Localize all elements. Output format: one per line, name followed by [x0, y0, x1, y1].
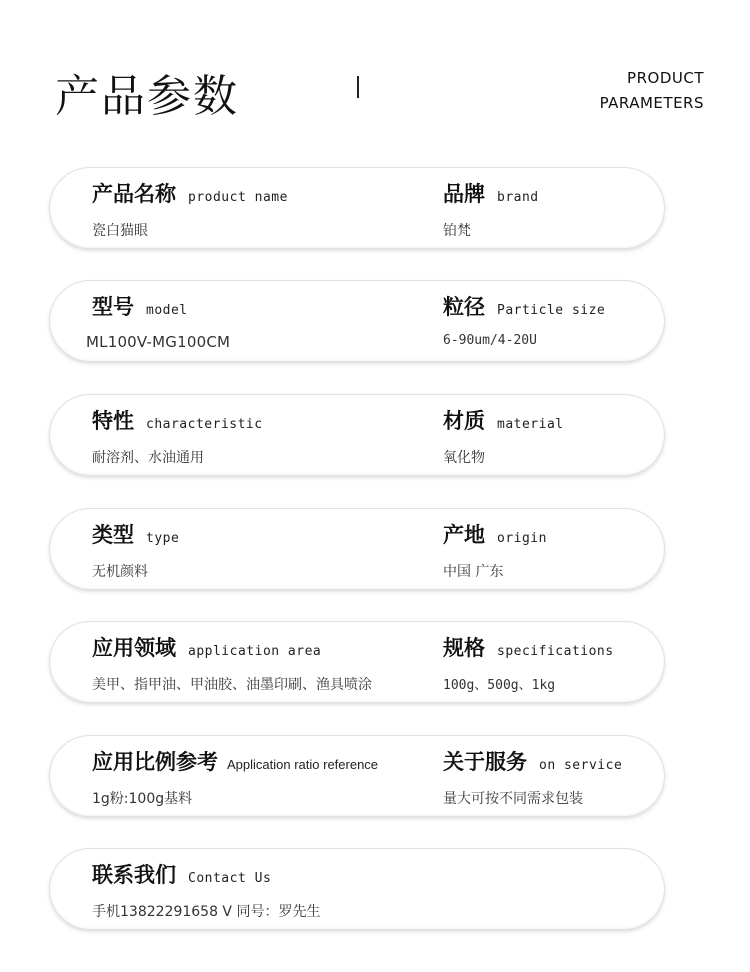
param-value: 美甲、指甲油、甲油胶、油墨印刷、渔具喷涂 — [92, 677, 372, 693]
param-label-cn: 关于服务 — [443, 750, 527, 774]
param-value: 氧化物 — [443, 450, 485, 466]
param-label-cn: 产地 — [443, 523, 485, 547]
param-value: 6-90um/4-20U — [443, 333, 537, 348]
param-card-application-specifications — [50, 622, 664, 702]
param-material — [443, 395, 658, 475]
param-product-name — [92, 168, 412, 248]
header-divider — [357, 76, 359, 98]
param-value: 100g、500g、1kg — [443, 678, 556, 693]
param-card-ratio-service — [50, 736, 664, 816]
param-label-cn: 产品名称 — [92, 182, 176, 206]
param-value: 1g粉:100g基料 — [92, 791, 193, 807]
param-label-en: application area — [188, 644, 322, 659]
param-label-cn: 规格 — [443, 636, 485, 660]
param-label-en: Particle size — [497, 303, 606, 318]
param-label-en: Contact Us — [188, 871, 272, 886]
param-label-cn: 联系我们 — [92, 863, 176, 887]
param-card-model-size — [50, 281, 664, 361]
param-value: 无机颜料 — [92, 564, 148, 580]
param-label-en: specifications — [497, 644, 614, 659]
param-label-en: origin — [497, 531, 547, 546]
param-value: 量大可按不同需求包装 — [443, 791, 583, 807]
param-label-cn: 粒径 — [443, 295, 485, 319]
param-value: ML100V-MG100CM — [86, 333, 231, 351]
param-value: 耐溶剂、水油通用 — [92, 450, 204, 466]
param-label-en: material — [497, 417, 564, 432]
param-service — [443, 736, 658, 816]
param-label-en: characteristic — [146, 417, 263, 432]
param-label-en: model — [146, 303, 188, 318]
param-particle-size — [443, 281, 658, 361]
param-label-en: on service — [539, 758, 623, 773]
param-specifications — [443, 622, 658, 702]
param-label-cn: 型号 — [92, 295, 134, 319]
param-label-en: Application ratio reference — [227, 757, 379, 772]
param-card-contact — [50, 849, 664, 929]
page-title-english-line1: PRODUCT — [627, 69, 704, 87]
param-card-name-brand — [50, 168, 664, 248]
param-label-cn: 材质 — [443, 409, 485, 433]
param-brand — [443, 168, 658, 248]
param-card-characteristic-material — [50, 395, 664, 475]
param-label-cn: 应用领域 — [92, 636, 176, 660]
param-application-area — [92, 622, 412, 702]
param-label-en: type — [146, 531, 180, 546]
param-type — [92, 509, 412, 589]
param-value: 瓷白猫眼 — [92, 223, 148, 239]
param-label-cn: 特性 — [92, 409, 134, 433]
param-value: 中国 广东 — [443, 564, 504, 580]
param-origin — [443, 509, 658, 589]
param-label-cn: 类型 — [92, 523, 134, 547]
param-value: 铂梵 — [443, 223, 471, 239]
param-label-cn: 应用比例参考 — [92, 750, 218, 774]
param-contact — [92, 849, 412, 929]
page-title: 产品参数 — [55, 71, 239, 122]
param-application-ratio — [92, 736, 412, 816]
param-model — [86, 281, 412, 361]
param-label-cn: 品牌 — [443, 182, 485, 206]
param-characteristic — [92, 395, 412, 475]
param-label-en: product name — [188, 190, 288, 205]
param-card-type-origin — [50, 509, 664, 589]
page-title-english — [600, 66, 704, 116]
page-title-english-line2: PARAMETERS — [599, 94, 704, 112]
param-label-en: brand — [497, 190, 539, 205]
param-value: 手机13822291658 V 同号：罗先生 — [92, 904, 321, 920]
